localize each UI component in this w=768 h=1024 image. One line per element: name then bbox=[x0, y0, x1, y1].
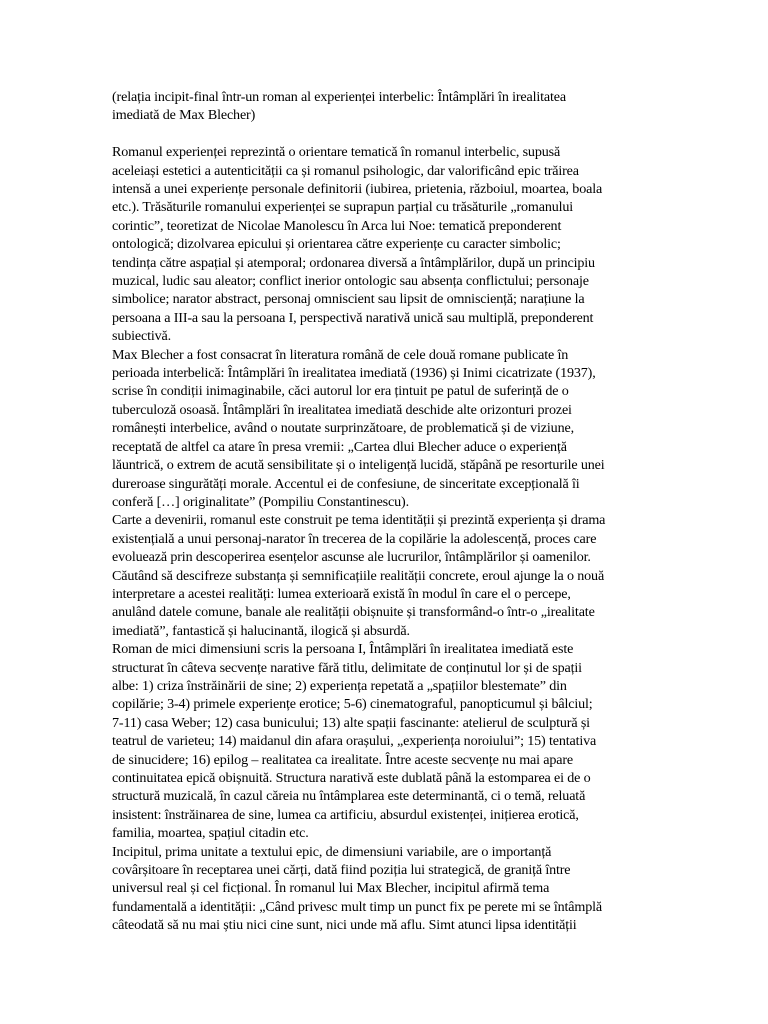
text-line: ontologică; dizolvarea epicului și orientarea către experiențe cu caracter simbolic; bbox=[112, 236, 561, 253]
paragraph-spacer bbox=[112, 125, 647, 143]
text-line: aceleiași estetici a autenticității ca și romanul psihologic, dar valorificând epic trăirea bbox=[112, 162, 579, 179]
text-line: de sinucidere; 16) epilog – realitatea ca irealitate. Între aceste secvențe nu mai apare bbox=[112, 751, 574, 768]
text-line: fundamentală a identității: „Când privesc mult timp un punct fix pe perete mi se întâmplă bbox=[112, 898, 602, 915]
document-page bbox=[112, 88, 647, 935]
text-line: Romanul experienței reprezintă o orientare tematică în romanul interbelic, supusă bbox=[112, 144, 561, 161]
text-line: evoluează prin descoperirea esențelor ascunse ale lucrurilor, întâmplărilor și oamenilor. bbox=[112, 549, 591, 566]
text-line: intensă a unei experiențe personale definitorii (iubirea, prietenia, războiul, moartea, boala bbox=[112, 181, 603, 198]
text-line: simbolice; narator abstract, personaj omniscient sau lipsit de omnisciență; narațiune la bbox=[112, 291, 585, 308]
text-line: Carte a devenirii, romanul este construit pe tema identității și prezintă experiența și drama bbox=[112, 512, 606, 529]
text-line: copilărie; 3-4) primele experiențe erotice; 5-6) cinematograful, panopticumul și bâlciul; bbox=[112, 696, 593, 713]
text-line: etc.). Trăsăturile romanului experienței se suprapun parțial cu trăsăturile „romanului bbox=[112, 199, 574, 216]
text-line: Roman de mici dimensiuni scris la persoana I, Întâmplări în irealitatea imediată este bbox=[112, 641, 574, 658]
text-line: scrise în condiții inimaginabile, căci autorul lor era țintuit pe patul de suferință de o bbox=[112, 383, 569, 400]
text-line: câteodată să nu mai știu nici cine sunt, nici unde mă aflu. Simt atunci lipsa identității bbox=[112, 917, 577, 934]
text-line: conferă […] originalitate” (Pompiliu Constantinescu). bbox=[112, 493, 409, 510]
text-line: interpretare a acestei realități: lumea exterioară există în modul în care el o percepe, bbox=[112, 585, 571, 602]
text-line: Căutând să descifreze substanța și semnificațiile realității concrete, eroul ajunge la o nouă bbox=[112, 567, 605, 584]
text-line: muzical, ludic sau aleator; conflict inerior ontologic sau absența conflictului; personaje bbox=[112, 273, 589, 290]
text-line: insistent: înstrăinarea de sine, lumea ca artificiu, absurdul existenței, inițierea erotică, bbox=[112, 806, 579, 823]
text-line: Max Blecher a fost consacrat în literatura română de cele două romane publicate în bbox=[112, 346, 569, 363]
text-line: românești interbelice, având o noutate surprinzătoare, de problematică și de viziune, bbox=[112, 420, 574, 437]
text-line: teatrul de varieteu; 14) maidanul din afara orașului, „experiența noroiului”; 15) tentativa bbox=[112, 733, 597, 750]
text-line: Incipitul, prima unitate a textului epic, de dimensiuni variabile, are o importanță bbox=[112, 843, 552, 860]
text-line: continuitatea epică obișnuită. Structura narativă este dublată până la estomparea ei de o bbox=[112, 770, 591, 787]
text-line: imediată”, fantastică și halucinantă, ilogică și absurdă. bbox=[112, 622, 410, 639]
text-line: albe: 1) criza înstrăinării de sine; 2) experiența repetată a „spațiilor blestemate” din bbox=[112, 677, 567, 694]
text-line: subiectivă. bbox=[112, 328, 172, 345]
text-line: receptată de altfel ca atare în presa vremii: „Cartea dlui Blecher aduce o experiență bbox=[112, 438, 567, 455]
text-line: lăuntrică, o extrem de acută sensibilitate și o inteligență lucidă, stăpână pe resorturile unei bbox=[112, 457, 605, 474]
text-line: (relația incipit-final într-un roman al experienței interbelic: Întâmplări în irealitatea bbox=[112, 89, 566, 105]
text-line: persoana a III-a sau la persoana I, perspectivă narativă unică sau multiplă, preponderent bbox=[112, 309, 594, 326]
text-line: corintic”, teoretizat de Nicolae Manolescu în Arca lui Noe: tematică preponderent bbox=[112, 217, 562, 234]
text-line: dureroase singurătăți morale. Accentul ei de confesiune, de sinceritate excepțională îi bbox=[112, 475, 580, 492]
text-line: anulând datele comune, banale ale realității obișnuite și transformând-o într-o „irealitate bbox=[112, 604, 595, 621]
text-line: tendința către aspațial și atemporal; ordonarea diversă a întâmplărilor, după un principiu bbox=[112, 254, 595, 271]
text-line: structură muzicală, în cazul căreia nu întâmplarea este determinantă, ci o temă, reluată bbox=[112, 788, 586, 805]
text-line: familia, moartea, spațiul citadin etc. bbox=[112, 825, 309, 842]
text-line: existențială a unui personaj-narator în trecerea de la copilărie la adolescență, proces care bbox=[112, 530, 597, 547]
text-line: imediată de Max Blecher) bbox=[112, 107, 256, 124]
text-line: covârșitoare în receptarea unei cărți, dată fiind poziția lui strategică, de graniță între bbox=[112, 862, 571, 879]
text-line: universul real și cel ficțional. În romanul lui Max Blecher, incipitul afirmă tema bbox=[112, 880, 550, 897]
text-line: tuberculoză osoasă. Întâmplări în irealitatea imediată deschide alte orizonturi prozei bbox=[112, 401, 572, 418]
text-line: structurat în câteva secvențe narative fără titlu, delimitate de conținutul lor și de spații bbox=[112, 659, 582, 676]
text-line: 7-11) casa Weber; 12) casa bunicului; 13) alte spații fascinante: atelierul de sculptură și bbox=[112, 714, 590, 731]
text-line: perioada interbelică: Întâmplări în irealitatea imediată (1936) și Inimi cicatrizate (1937), bbox=[112, 365, 596, 382]
